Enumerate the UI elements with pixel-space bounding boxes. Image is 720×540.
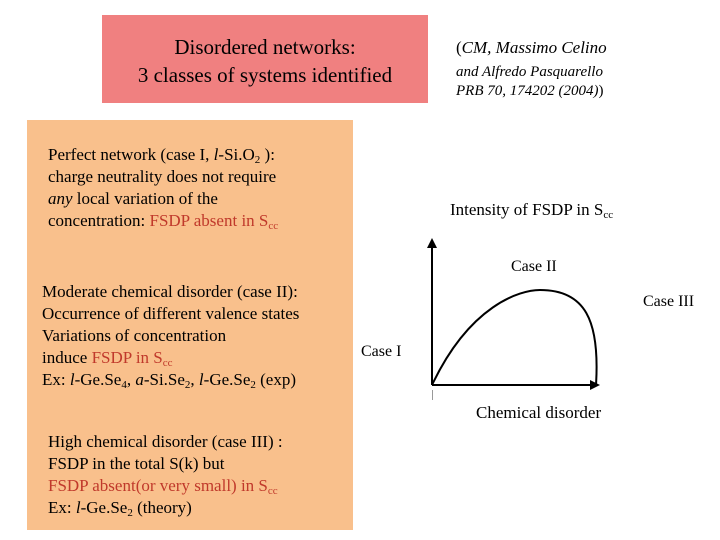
reference-journal: PRB 70, 174202 (2004) — [456, 83, 599, 99]
case-2-line-5: Ex: $l-Ge.Se_4$, $a-Si.Se_2$, $l-Ge.Se_2$ (exp) — [42, 370, 297, 391]
case-3-line-3: FSDP absent(or very small) in $S_{cc}$ — [48, 476, 278, 497]
case-2-line-4: induce FSDP in $S_{cc}$ — [42, 348, 173, 369]
case-3-line-2: FSDP in the total S(k) but — [48, 454, 225, 473]
title-line-1: Disordered networks: — [174, 35, 356, 59]
case-i-label: Case I — [361, 343, 402, 360]
case-2-line-1: Moderate chemical disorder (case II): — [42, 282, 298, 301]
x-axis-label: Chemical disorder — [476, 403, 602, 422]
case-1-line-2: charge neutrality does not require — [48, 167, 277, 186]
case-1-line-3: any local variation of the — [48, 189, 218, 208]
axis-origin-tick — [432, 390, 433, 400]
title-line-2: 3 classes of systems identified — [137, 63, 393, 87]
case-ii-label: Case II — [511, 258, 557, 275]
fsdp-intensity-curve — [432, 290, 597, 385]
reference-authors: CM, Massimo Celino — [461, 38, 607, 57]
case-2-line-3: Variations of concentration — [42, 326, 227, 345]
reference-close-paren: ) — [598, 83, 604, 99]
reference-open-paren: ( — [456, 38, 462, 57]
case-3-line-4: Ex: $l-Ge.Se_2$ (theory) — [48, 498, 192, 519]
y-axis-label: Intensity of FSDP in $S_{cc}$ — [450, 200, 614, 221]
reference-line-2: and Alfredo Pasquarello — [456, 64, 603, 80]
case-2-line-2: Occurrence of different valence states — [42, 304, 300, 323]
case-3-line-1: High chemical disorder (case III) : — [48, 432, 283, 451]
case-iii-label: Case III — [643, 293, 695, 310]
case-1-line-1: Perfect network (case I, $l-Si.O_2$ ): — [48, 145, 275, 166]
case-1-line-4: concentration: FSDP absent in $S_{cc}$ — [48, 211, 279, 232]
